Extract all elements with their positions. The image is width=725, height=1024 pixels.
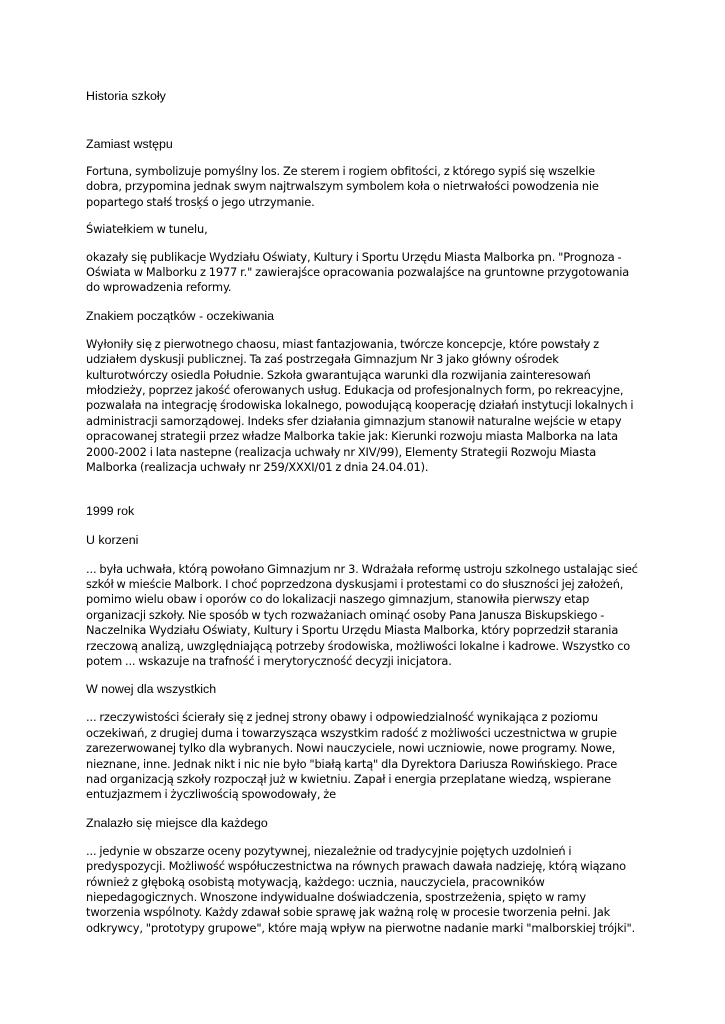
section-heading-roots: U korzeni [86, 532, 139, 547]
document-title: Historia szkoły [86, 89, 166, 103]
paragraph-fortuna: Fortuna, symbolizuje pomyślny los. Ze sterem i rogiem obfitości, z którego sypiś się wszelkie dobra, przypomina jednak swym najtrwalszym symbolem koła o nietrwałości powodzenia nie popartego stałś trosķś o jego utrzymanie. [86, 164, 599, 209]
section-heading-place-for-everyone: Znalazło się miejsce dla każdego [86, 815, 268, 830]
paragraph-resolution: ... była uchwała, którą powołano Gimnazjum nr 3. Wdrażała reformę ustroju szkolnego ustalając sieć szkół w mieście Malbork. I choć poprzedzona dyskusjami i protestami co do słuszności jej założeń, pomimo wielu obaw i oporów co do lokalizacji naszego gimnazjum, stanowiła pierwszy etap organizacji szkoły. Nie sposób w tych rozważaniach ominąć osoby Pana Janusza Biskupskiego - Naczelnika Wydziału Oświaty, Kultury i Sportu Urzędu Miasta Malborka, który poprzedził starania rzeczową analizą, uwzględniającą potrzeby środowiska, możliwości lokalne i kadrowe. Wszystko co potem ... wskazuje na trafność i merytoryczność decyzji inicjatora. [86, 561, 638, 668]
paragraph-reality: ... rzeczywistości ścierały się z jednej strony obawy i odpowiedzialność wynikająca z poziomu oczekiwań, z drugiej duma i towarzysząca wszystkim radość z możliwości uczestnictwa w grupie zarezerwowanej tylko dla wybranych. Nowi nauczyciele, nowi uczniowie, nowe programy. Nowe, nieznane, inne. Jednak nikt i nic nie było "białą kartą" dla Dyrektora Dariusza Rowińskiego. Prace nad organizacją szkoły rozpoczął już w kwietniu. Zapał i energia przeplatane wiedzą, wspierane entuzjazmem i życzliwością spowodowały, że [86, 710, 618, 802]
section-heading-intro: Zamiast wstępu [86, 137, 173, 151]
section-heading-new-reality: W nowej dla wszystkich [86, 682, 217, 697]
paragraph-publications: okazały się publikacje Wydziału Oświaty, Kultury i Sportu Urzędu Miasta Malborka pn. "Prognoza - Oświata w Malborku z 1977 r." zawierajśce opracowania pozwalajśce na gruntowne przygotowania do wprowadzenia reformy. [86, 249, 630, 295]
paragraph-participation: ... jedynie w obszarze oceny pozytywnej, niezależnie od tradycyjnie pojętych uzdolnień i predyspozycji. Możliwość współuczestnictwa na równych prawach dawała nadzieję, którą wiązano również z głęboką osobistą motywacją, każdego: ucznia, nauczyciela, pracowników niepedagogicznych. Wnoszone indywidualne doświadczenia, spostrzeżenia, spięto w ramy tworzenia wspólnoty. Każdy zdawał sobie sprawę jak ważną rolę w procesie tworzenia pełni. Jak odkrywcy, "prototypy grupowe", które mają wpływ na pierwotne nadanie marki "malborskiej trójki". [86, 843, 636, 935]
section-heading-beginnings: Znakiem początków - oczekiwania [86, 308, 275, 323]
paragraph-expectations: Wyłoniły się z pierwotnego chaosu, miast fantazjowania, twórcze koncepcje, które powstały z udziałem dyskusji publicznej. Ta zaś postrzegała Gimnazjum Nr 3 jako główny ośrodek kulturotwórczy osiedla Południe. Szkoła gwarantująca warunki dla rozwijania zainteresowań młodzieży, poprzez jakość oferowanych usług. Edukacja od profesjonalnych form, po rekreacyjne, pozwalała na integrację środowiska lokalnego, powodującą kooperację działań instytucji lokalnych i administracji samorządowej. Indeks sfer działania gimnazjum stanowił naturalne wejście w etapy opracowanej strategii przez władze Malborka takie jak: Kierunki rozwoju miasta Malborka na lata 2000-2002 i lata nastepne (realizacja uchwały nr XIV/99), Elementy Strategii Rozwoju Miasta Malborka (realizacja uchwały nr 259/XXXI/01 z dnia 24.04.01). [86, 336, 634, 475]
section-heading-1999: 1999 rok [86, 503, 135, 518]
document-page [86, 89, 646, 936]
paragraph-light-in-tunnel: Światełkiem w tunelu, [86, 222, 208, 237]
